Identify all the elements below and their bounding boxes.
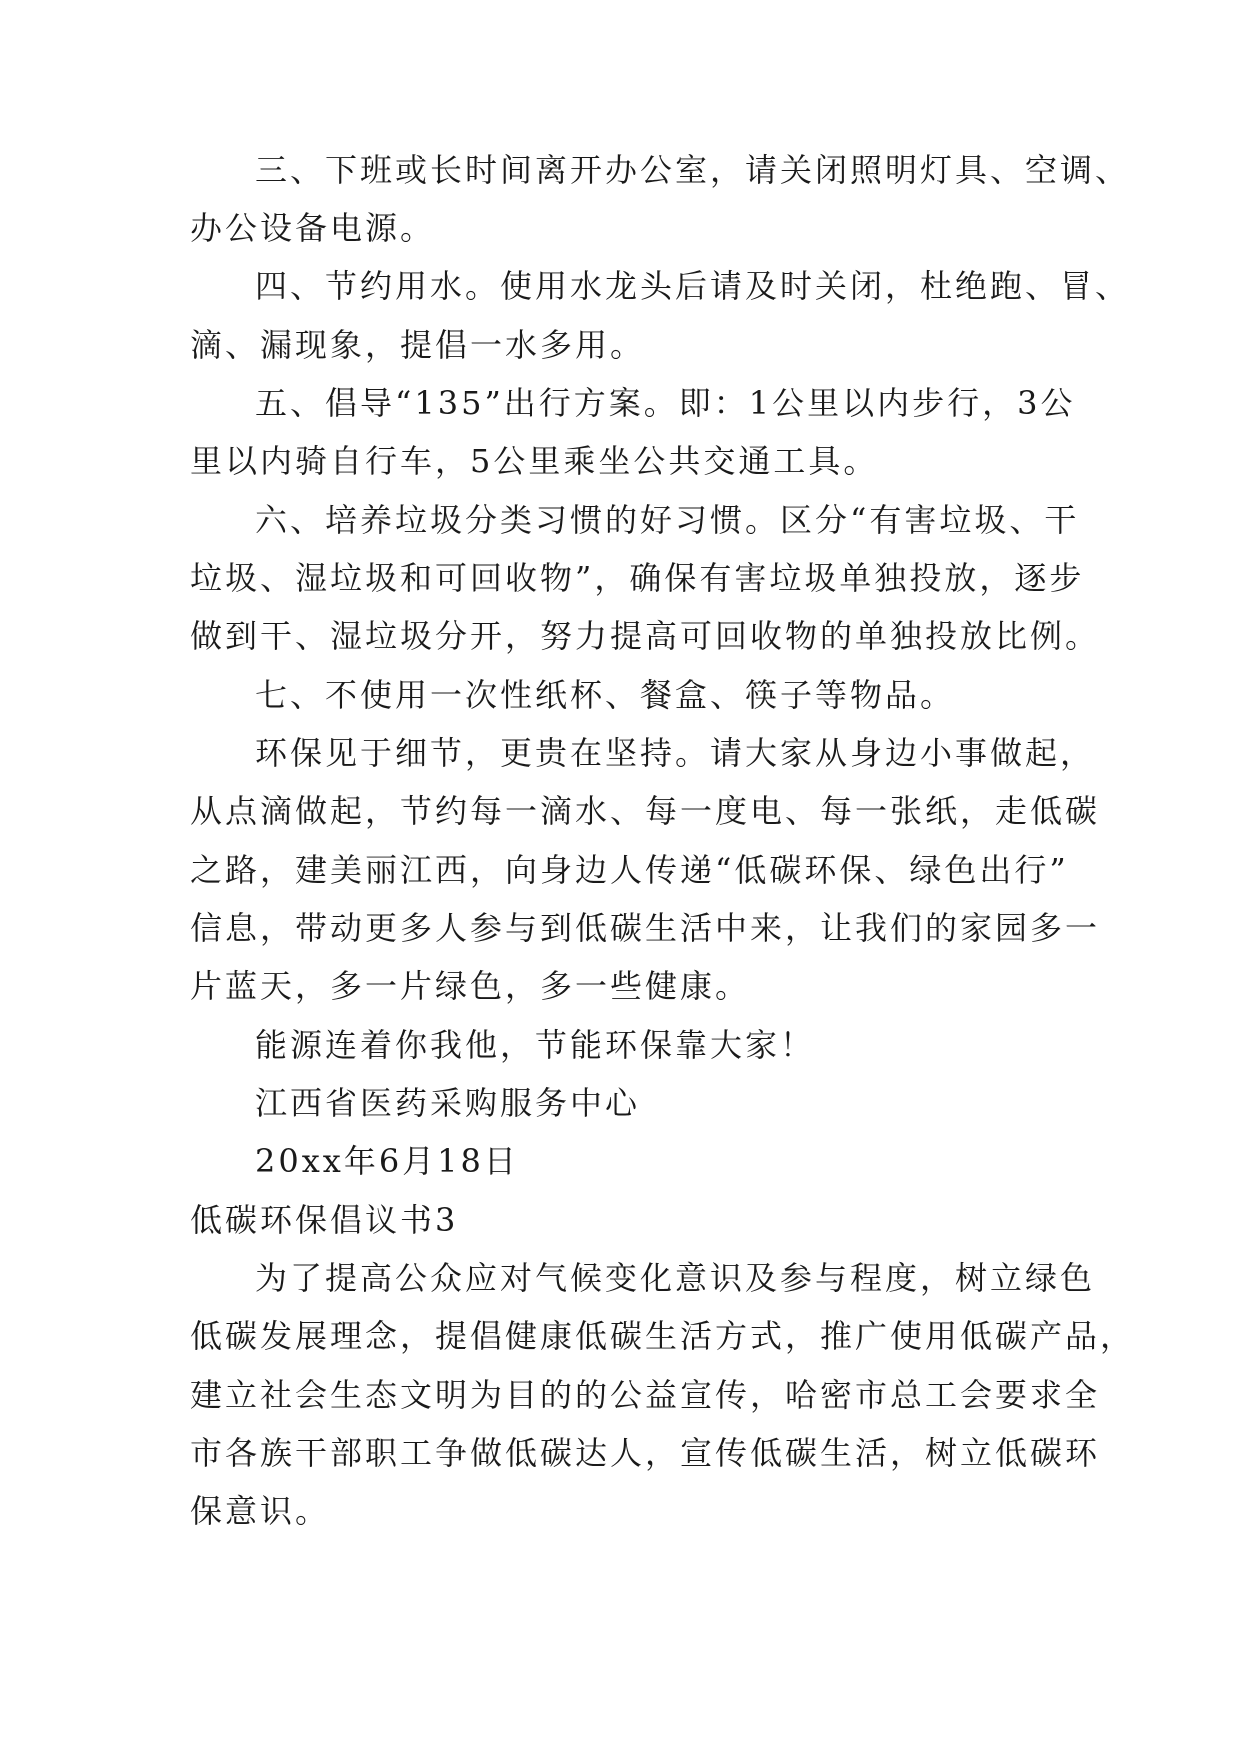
text-line: 四、节约用水。使用水龙头后请及时关闭，杜绝跑、冒、 <box>255 267 1131 305</box>
text-line: 垃圾、湿垃圾和可回收物”，确保有害垃圾单独投放，逐步 <box>190 559 1085 597</box>
text-line: 三、下班或长时间离开办公室，请关闭照明灯具、空调、 <box>255 151 1131 189</box>
text-line: 从点滴做起，节约每一滴水、每一度电、每一张纸，走低碳 <box>190 792 1101 830</box>
text-line: 五、倡导“135”出行方案。即：1公里以内步行，3公 <box>255 384 1076 422</box>
text-line: 环保见于细节，更贵在坚持。请大家从身边小事做起， <box>255 734 1096 772</box>
text-line: 滴、漏现象，提倡一水多用。 <box>190 326 646 364</box>
signature-date: 20xx年6月18日 <box>255 1142 519 1180</box>
text-line: 片蓝天，多一片绿色，多一些健康。 <box>190 967 751 1005</box>
text-line: 办公设备电源。 <box>190 209 436 247</box>
signature-organization: 江西省医药采购服务中心 <box>255 1084 641 1122</box>
text-line: 信息，带动更多人参与到低碳生活中来，让我们的家园多一 <box>190 909 1101 947</box>
text-line: 建立社会生态文明为目的的公益宣传，哈密市总工会要求全 <box>190 1376 1101 1414</box>
text-line: 低碳发展理念，提倡健康低碳生活方式，推广使用低碳产品， <box>190 1317 1136 1355</box>
text-line: 七、不使用一次性纸杯、餐盒、筷子等物品。 <box>255 676 956 714</box>
text-line: 六、培养垃圾分类习惯的好习惯。区分“有害垃圾、干 <box>255 501 1080 539</box>
text-line: 保意识。 <box>190 1492 331 1530</box>
text-line: 做到干、湿垃圾分开，努力提高可回收物的单独投放比例。 <box>190 617 1101 655</box>
text-line: 为了提高公众应对气候变化意识及参与程度，树立绿色 <box>255 1259 1096 1297</box>
section-title: 低碳环保倡议书3 <box>190 1201 459 1239</box>
text-line: 之路，建美丽江西，向身边人传递“低碳环保、绿色出行” <box>190 851 1069 889</box>
text-line: 能源连着你我他，节能环保靠大家！ <box>255 1026 816 1064</box>
text-line: 市各族干部职工争做低碳达人，宣传低碳生活，树立低碳环 <box>190 1434 1101 1472</box>
text-line: 里以内骑自行车，5公里乘坐公共交通工具。 <box>190 442 879 480</box>
